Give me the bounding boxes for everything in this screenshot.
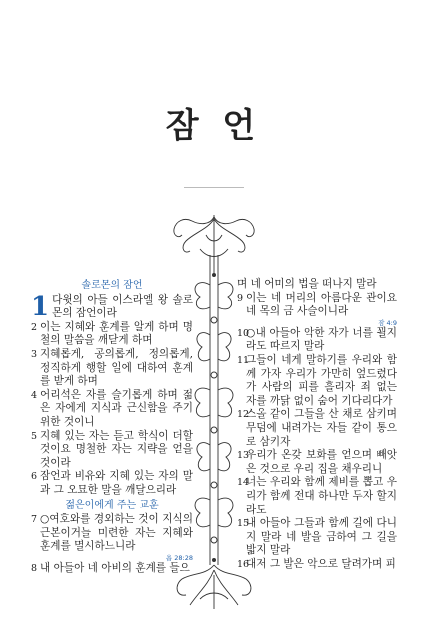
verse-text: 이는 네 머리의 아름다운 관이요 네 목의 금 사슬이니라 — [246, 291, 397, 318]
verse-7 — [31, 513, 193, 554]
right-text-column — [237, 278, 397, 571]
book-title: 잠 언 — [165, 106, 262, 146]
verse-number: 13 — [237, 450, 250, 462]
verse-number: 7 — [31, 514, 38, 526]
verse-text: 내 아들아 그들과 함께 길에 다니지 말라 네 발을 금하여 그 길을 밟지 말라 — [246, 517, 397, 557]
verse-12 — [237, 408, 397, 449]
verse-2 — [31, 321, 193, 348]
verse-number: 4 — [31, 389, 38, 401]
verse-text: 다윗의 아들 이스라엘 왕 솔로몬의 잠언이라 — [52, 293, 193, 320]
title-divider — [184, 187, 244, 188]
verse-number: 15 — [237, 518, 250, 530]
verse-text: 지혜 있는 자는 듣고 학식이 더할 것이요 명철한 자는 지략을 얻을 것이라 — [40, 429, 193, 469]
verse-number: 3 — [31, 348, 38, 360]
verse-number: 8 — [31, 562, 38, 574]
verse-6 — [31, 470, 193, 497]
verse-number: 5 — [31, 430, 38, 442]
verse-16 — [237, 558, 397, 572]
verse-number: 6 — [31, 471, 38, 483]
verse-text: 우리가 온갖 보화를 얻으며 빼앗은 것으로 우리 집을 채우리니 — [246, 449, 397, 475]
section-heading-instruction-to-youth: 젊은이에게 주는 교훈 — [65, 499, 159, 511]
verse-number: 16 — [237, 558, 250, 570]
verse-text: ○여호와를 경외하는 것이 지식의 근본이거늘 미련한 자는 지혜와 훈계를 멸시하느니라 — [40, 513, 193, 553]
verse-number: 9 — [237, 292, 244, 304]
verse-text: 잠언과 비유와 지혜 있는 자의 말과 그 오묘한 말을 깨달으리라 — [40, 470, 193, 496]
verse-5 — [31, 430, 193, 471]
verse-text: 스올 같이 그들을 산 채로 삼키며 무덤에 내려가는 자들 같이 통으로 삼키자 — [246, 408, 397, 448]
verse-3 — [31, 348, 193, 389]
verse-text: 그들이 네게 말하기를 우리와 함께 가자 우리가 가만히 엎드렸다가 사람의 피를 흘리자 죄 없는 자를 까닭 없이 숨어 기다리다가 — [246, 353, 397, 407]
verse-text: 지혜롭게, 공의롭게, 정의롭게, 정직하게 행할 일에 대하여 훈계를 받게 하며 — [40, 347, 193, 388]
verse-10 — [237, 327, 397, 354]
verse-text: 너는 우리와 함께 제비를 뽑고 우리가 함께 전대 하나만 두자 할지라도 — [246, 476, 397, 516]
left-text-column — [31, 278, 193, 575]
verse-14 — [237, 476, 397, 517]
verse-text: 내 아들아 네 아비의 훈계를 들으 — [40, 561, 190, 574]
verse-text: 이는 지혜와 훈계를 알게 하며 명철의 말씀을 깨닫게 하며 — [40, 320, 193, 347]
verse-8-continuation: 며 네 어미의 법을 떠나지 말라 — [237, 278, 377, 290]
verse-text: 어리석은 자를 슬기롭게 하며 젊은 자에게 지식과 근신함을 주기 위한 것이니 — [40, 388, 193, 428]
verse-15 — [237, 517, 397, 558]
verse-1 — [31, 291, 193, 322]
cross-reference: 욥 28:28 — [165, 553, 193, 562]
verse-9 — [237, 292, 397, 319]
section-heading-solomon-proverbs: 솔로몬의 잠언 — [81, 280, 143, 291]
verse-4 — [31, 389, 193, 430]
verse-text: 대저 그 발은 악으로 달려가며 피 — [246, 557, 396, 570]
verse-number: 2 — [31, 321, 38, 333]
verse-number: 11 — [237, 354, 250, 366]
cross-reference: 잠 4:9 — [378, 318, 397, 327]
verse-8 — [31, 562, 193, 576]
verse-number: 14 — [237, 477, 250, 489]
chapter-number: 1 — [31, 291, 50, 322]
verse-number: 12 — [237, 409, 250, 421]
verse-text: ○내 아들아 악한 자가 너를 꾈지라도 따르지 말라 — [246, 326, 397, 353]
verse-number: 10 — [237, 327, 250, 339]
verse-13 — [237, 449, 397, 476]
verse-11 — [237, 354, 397, 408]
